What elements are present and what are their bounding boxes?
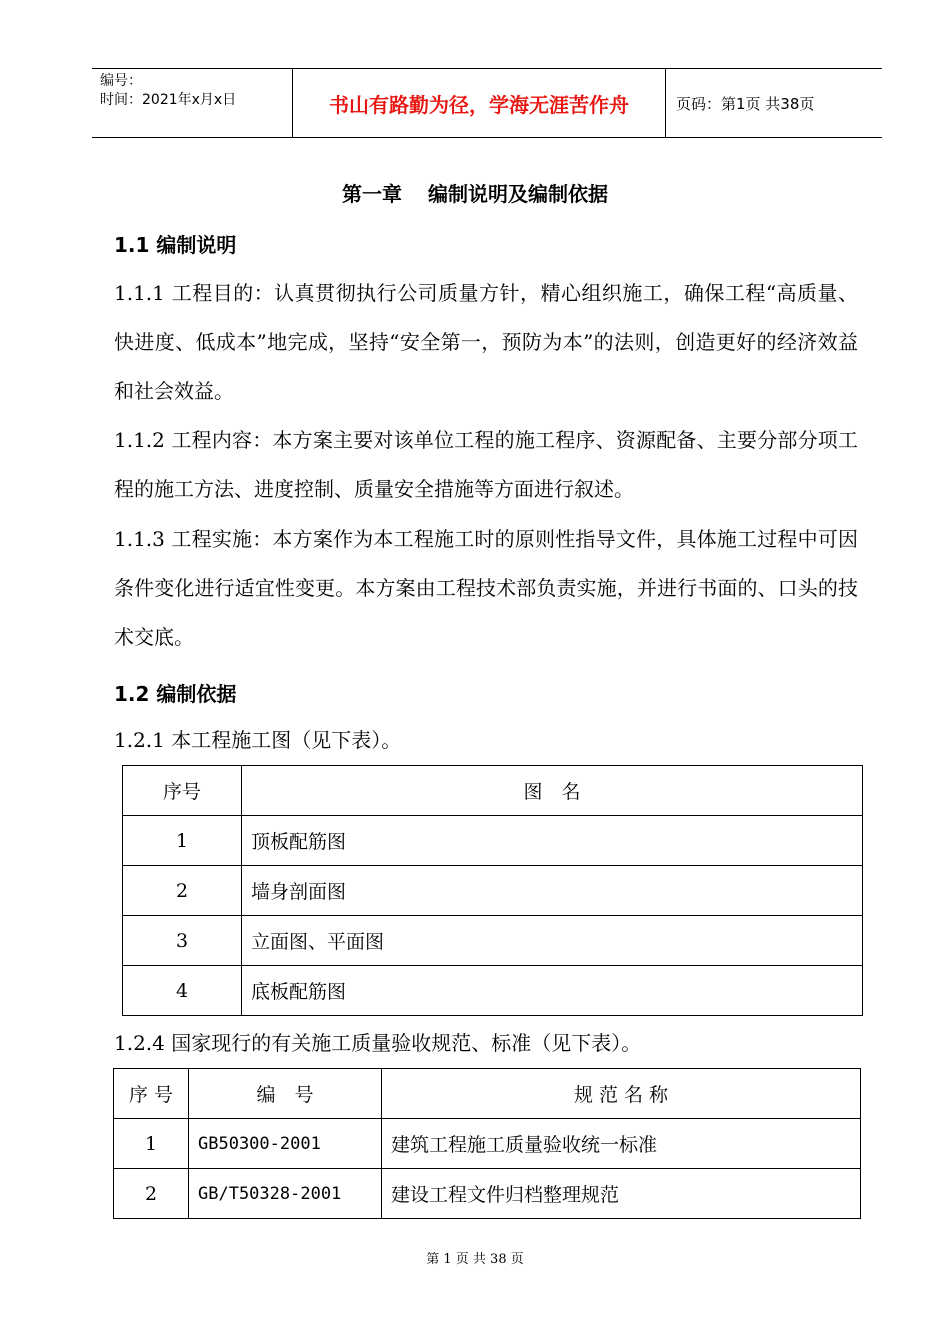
- drawing-name: 底板配筋图: [242, 966, 863, 1016]
- drawing-name: 顶板配筋图: [242, 816, 863, 866]
- header-motto: 书山有路勤为径，学海无涯苦作舟: [329, 92, 629, 117]
- code-label: 编号：: [100, 73, 142, 89]
- row-number: 1: [114, 1119, 189, 1169]
- chapter-title: [0, 178, 950, 207]
- table-row: [114, 1169, 861, 1219]
- table-row: [123, 866, 863, 916]
- header-cell: 图 名: [242, 766, 863, 816]
- standard-name: 建设工程文件归档整理规范: [382, 1169, 861, 1219]
- header-cell: 规 范 名 称: [382, 1069, 861, 1119]
- section-heading-1-2: 1.2 编制依据: [114, 682, 237, 706]
- paragraph-1-1-1: 1.1.1 工程目的：认真贯彻执行公司质量方针，精心组织施工，确保工程“高质量、快进度、低成本”地完成，坚持“安全第一，预防为本”的法则，创造更好的经济效益和社会效益。: [114, 281, 858, 403]
- table-header-row: [123, 766, 863, 816]
- standards-table: [113, 1068, 861, 1219]
- paragraph-1-1-3: 1.1.3 工程实施：本方案作为本工程施工时的原则性指导文件，具体施工过程中可因条件变化进行适宜性变更。本方案由工程技术部负责实施，并进行书面的、口头的技术交底。: [114, 527, 858, 649]
- time-label: 时间：2021年x月x日: [100, 92, 237, 108]
- row-number: 4: [123, 966, 242, 1016]
- header-meta: [100, 72, 236, 110]
- row-number: 2: [123, 866, 242, 916]
- table-row: [123, 966, 863, 1016]
- row-number: 1: [123, 816, 242, 866]
- header-divider: [665, 69, 666, 137]
- standard-code: GB50300-2001: [189, 1119, 382, 1169]
- table-row: [114, 1119, 861, 1169]
- drawing-name: 墙身剖面图: [242, 866, 863, 916]
- chapter-name: 编制说明及编制依据: [428, 182, 608, 206]
- standard-code: GB/T50328-2001: [189, 1169, 382, 1219]
- row-number: 2: [114, 1169, 189, 1219]
- header-cell: 序 号: [114, 1069, 189, 1119]
- page-header: [92, 68, 882, 138]
- header-cell: 序号: [123, 766, 242, 816]
- standard-name: 建筑工程施工质量验收统一标准: [382, 1119, 861, 1169]
- paragraph-1-1-2: 1.1.2 工程内容：本方案主要对该单位工程的施工程序、资源配备、主要分部分项工程的施工方法、进度控制、质量安全措施等方面进行叙述。: [114, 428, 858, 501]
- table-header-row: [114, 1069, 861, 1119]
- section-heading-1-1: 1.1 编制说明: [114, 233, 237, 257]
- drawing-name: 立面图、平面图: [242, 916, 863, 966]
- paragraph-1-2-1: 1.2.1 本工程施工图（见下表）。: [114, 728, 402, 752]
- row-number: 3: [123, 916, 242, 966]
- page-footer: 第 1 页 共 38 页: [426, 1252, 524, 1267]
- table-row: [123, 916, 863, 966]
- header-cell: 编 号: [189, 1069, 382, 1119]
- chapter-number: 第一章: [342, 182, 402, 206]
- drawings-table: [122, 765, 863, 1016]
- header-page-label: 页码：第1页 共38页: [676, 94, 815, 113]
- paragraph-1-2-4: 1.2.4 国家现行的有关施工质量验收规范、标准（见下表）。: [114, 1031, 642, 1055]
- table-row: [123, 816, 863, 866]
